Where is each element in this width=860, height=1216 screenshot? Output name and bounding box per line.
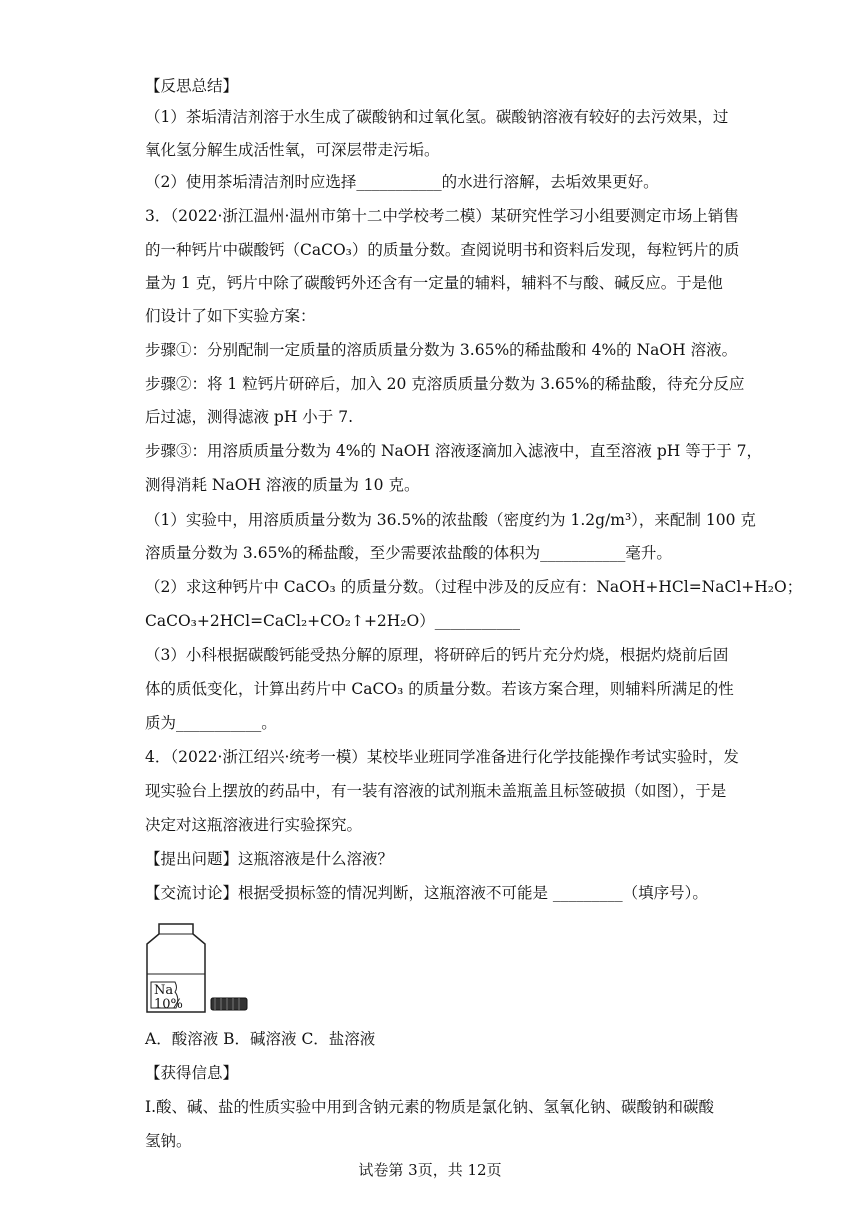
reagent-bottle-icon: [145, 922, 255, 1014]
paragraph-line: 决定对这瓶溶液进行实验探究。: [145, 816, 363, 834]
paragraph-line: 质为___________。: [145, 714, 277, 732]
paragraph-line: 现实验台上摆放的药品中，有一装有溶液的试剂瓶未盖瓶盖且标签破损（如图），于是: [145, 782, 727, 800]
question-prompt: 【提出问题】这瓶溶液是什么溶液？: [145, 850, 394, 868]
sub-question-1: （1）实验中，用溶质质量分数为 36.5%的浓盐酸（密度约为 1.2g/m³），来配制 100 克: [145, 511, 756, 529]
paragraph-line: 氧化氢分解生成活性氧，可深层带走污垢。: [145, 141, 440, 159]
paragraph-line: 量为 1 克，钙片中除了碳酸钙外还含有一定量的辅料，辅料不与酸、碱反应。于是他: [145, 274, 723, 292]
paragraph-line: Ⅰ.酸、碱、盐的性质实验中用到含钠元素的物质是氯化钠、氢氧化钠、碳酸钠和碳酸: [145, 1098, 715, 1116]
paragraph-line: 后过滤，测得滤液 pH 小于 7.: [145, 408, 354, 426]
paragraph-line: 测得消耗 NaOH 溶液的质量为 10 克。: [145, 476, 420, 494]
sub-question-2: （2）求这种钙片中 CaCO₃ 的质量分数。（过程中涉及的反应有：NaOH+HCl=NaCl+H₂O；: [145, 578, 803, 596]
step-1: 步骤①：分别配制一定质量的溶质质量分数为 3.65%的稀盐酸和 4%的 NaOH 溶液。: [145, 341, 738, 359]
paragraph-line: CaCO₃+2HCl=CaCl₂+CO₂↑+2H₂O）___________: [145, 612, 520, 630]
label-text-na: Na: [154, 983, 174, 998]
answer-options: A．酸溶液 B．碱溶液 C．盐溶液: [145, 1030, 376, 1048]
paragraph-line: 溶质量分数为 3.65%的稀盐酸，至少需要浓盐酸的体积为___________毫升。: [145, 544, 672, 562]
question-4-heading: 4．（2022·浙江绍兴·统考一模）某校毕业班同学准备进行化学技能操作考试实验时，发: [145, 748, 739, 766]
paragraph-line: 体的质低变化，计算出药片中 CaCO₃ 的质量分数。若该方案合理，则辅料所满足的性: [145, 680, 734, 698]
paragraph-line: 们设计了如下实验方案：: [145, 307, 316, 325]
step-3: 步骤③：用溶质质量分数为 4%的 NaOH 溶液逐滴加入滤液中，直至溶液 pH 等于于 7，: [145, 442, 762, 460]
question-3-heading: 3．（2022·浙江温州·温州市第十二中学校考二模）某研究性学习小组要测定市场上销售: [145, 207, 739, 225]
reagent-bottle-figure: [145, 922, 255, 1014]
step-2: 步骤②：将 1 粒钙片研碎后，加入 20 克溶质质量分数为 3.65%的稀盐酸，待充分反应: [145, 375, 745, 393]
paragraph-line: 的一种钙片中碳酸钙（CaCO₃）的质量分数。查阅说明书和资料后发现，每粒钙片的质: [145, 241, 740, 259]
paragraph-line: （2）使用茶垢清洁剂时应选择___________的水进行溶解，去垢效果更好。: [145, 173, 659, 191]
label-text-pct: 10%: [154, 997, 183, 1012]
paragraph-line: （1）茶垢清洁剂溶于水生成了碳酸钠和过氧化氢。碳酸钠溶液有较好的去污效果，过: [145, 108, 729, 126]
sub-question-3: （3）小科根据碳酸钙能受热分解的原理，将研碎后的钙片充分灼烧，根据灼烧前后固: [145, 646, 729, 664]
page-footer: 试卷第 3页，共 12页: [358, 1161, 502, 1179]
paragraph-line: 氢钠。: [145, 1132, 192, 1150]
section-heading-reflection: 【反思总结】: [145, 77, 239, 95]
section-heading-info: 【获得信息】: [145, 1064, 239, 1082]
discussion-prompt: 【交流讨论】根据受损标签的情况判断，这瓶溶液不可能是 _________（填序号）。: [145, 884, 708, 902]
